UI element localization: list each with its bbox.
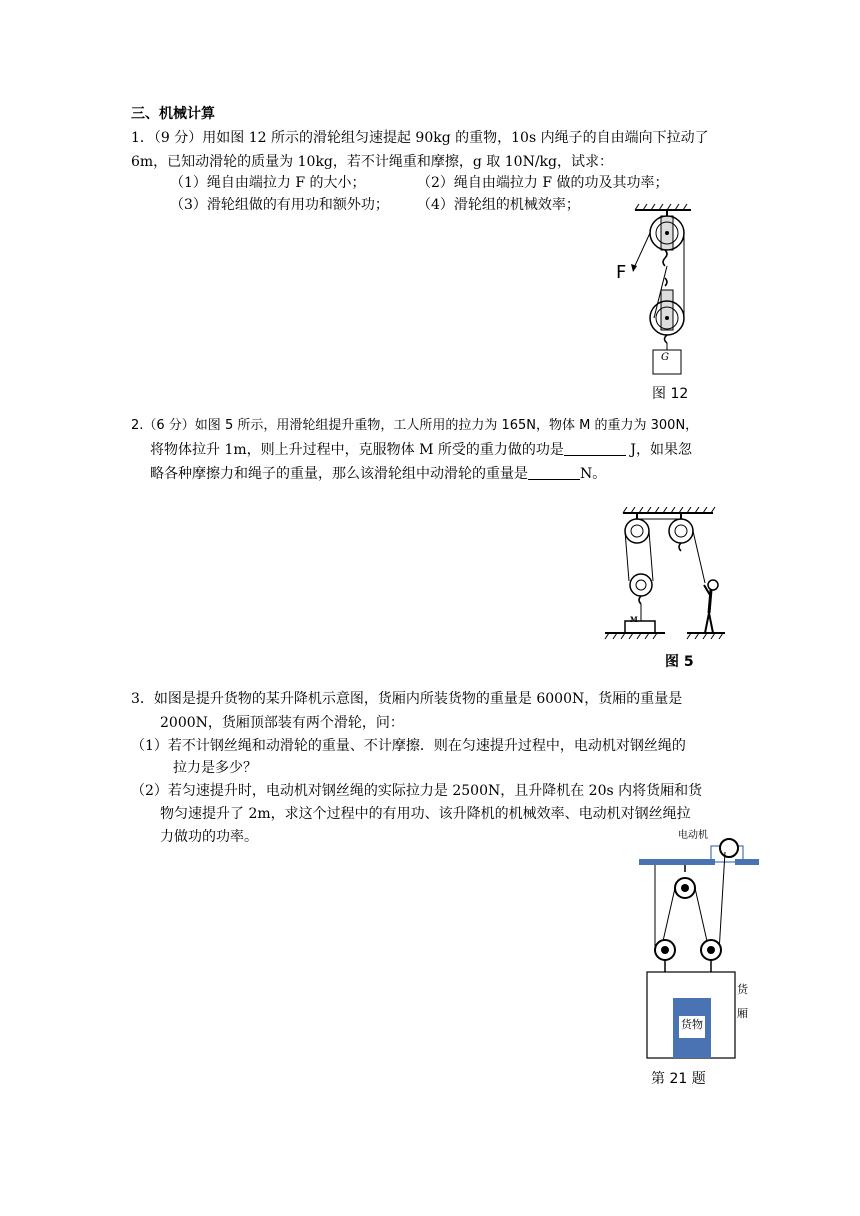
figure-12-weight-label: G bbox=[661, 352, 669, 363]
figure-5-caption: 图 5 bbox=[665, 654, 694, 670]
q3-line2: 2000N，货厢顶部装有两个滑轮，问： bbox=[160, 715, 404, 731]
q3-part1-line2: 拉力是多少？ bbox=[173, 760, 257, 776]
q1-line1: 1．（9 分）用如图 12 所示的滑轮组匀速提起 90kg 的重物，10s 内绳子的自由端向下拉动了 bbox=[131, 130, 709, 146]
q2-line3 bbox=[150, 463, 606, 485]
figure-12-force-label: F bbox=[616, 262, 627, 283]
q2-line2-text-b: J，如果忽 bbox=[630, 442, 692, 458]
figure-21-caption: 第 21 题 bbox=[651, 1071, 706, 1087]
figure-21-cargo-label: 货物 bbox=[681, 1018, 703, 1031]
section-title: 三、机械计算 bbox=[131, 106, 215, 122]
q2-weight-blank[interactable] bbox=[528, 465, 580, 480]
q1-line2: 6m，已知动滑轮的质量为 10kg，若不计绳重和摩擦，g 取 10N/kg，试求： bbox=[131, 154, 613, 170]
figure-5-worker-pulley-diagram bbox=[605, 505, 735, 645]
q2-line1: 2.（6 分）如图 5 所示，用滑轮组提升重物，工人所用的拉力为 165N，物体 M 的重力为 300N， bbox=[131, 418, 699, 433]
figure-12-caption: 图 12 bbox=[652, 386, 689, 402]
q1-sub2: （2）绳自由端拉力 F 做的功及其功率； bbox=[417, 175, 669, 191]
figure-21-box-label-2: 厢 bbox=[737, 1007, 748, 1020]
figure-5-box-label: M bbox=[630, 615, 638, 624]
q1-sub4: （4）滑轮组的机械效率； bbox=[417, 197, 580, 213]
figure-21-motor-label: 电动机 bbox=[678, 830, 708, 841]
q1-sub3: （3）滑轮组做的有用功和额外功； bbox=[170, 197, 389, 213]
q3-part1-line1: （1）若不计钢丝绳和动滑轮的重量、不计摩擦．则在匀速提升过程中，电动机对钢丝绳的 bbox=[131, 738, 686, 754]
q2-line3-text-a: 略各种摩擦力和绳子的重量，那么该滑轮组中动滑轮的重量是 bbox=[150, 466, 528, 482]
q1-sub1: （1）绳自由端拉力 F 的大小； bbox=[170, 175, 366, 191]
q3-line1: 3．如图是提升货物的某升降机示意图，货厢内所装货物的重量是 6000N，货厢的重量是 bbox=[131, 691, 683, 707]
figure-21-elevator-diagram bbox=[635, 840, 775, 1065]
q2-line2-text-a: 将物体拉升 1m，则上升过程中，克服物体 M 所受的重力做的功是 bbox=[150, 442, 564, 458]
figure-21-box-label-1: 货 bbox=[737, 983, 748, 996]
q2-work-blank[interactable] bbox=[564, 441, 626, 456]
q3-part2-line3: 力做功的功率。 bbox=[160, 829, 258, 845]
q3-part2-line1: （2）若匀速提升时，电动机对钢丝绳的实际拉力是 2500N，且升降机在 20s 内将货厢和货 bbox=[131, 783, 703, 799]
q2-line2 bbox=[150, 439, 692, 461]
q2-line3-text-b: N。 bbox=[580, 466, 607, 482]
q3-part2-line2: 物匀速提升了 2m，求这个过程中的有用功、该升降机的机械效率、电动机对钢丝绳拉 bbox=[160, 806, 691, 822]
figure-12-pulley-diagram bbox=[605, 200, 695, 380]
